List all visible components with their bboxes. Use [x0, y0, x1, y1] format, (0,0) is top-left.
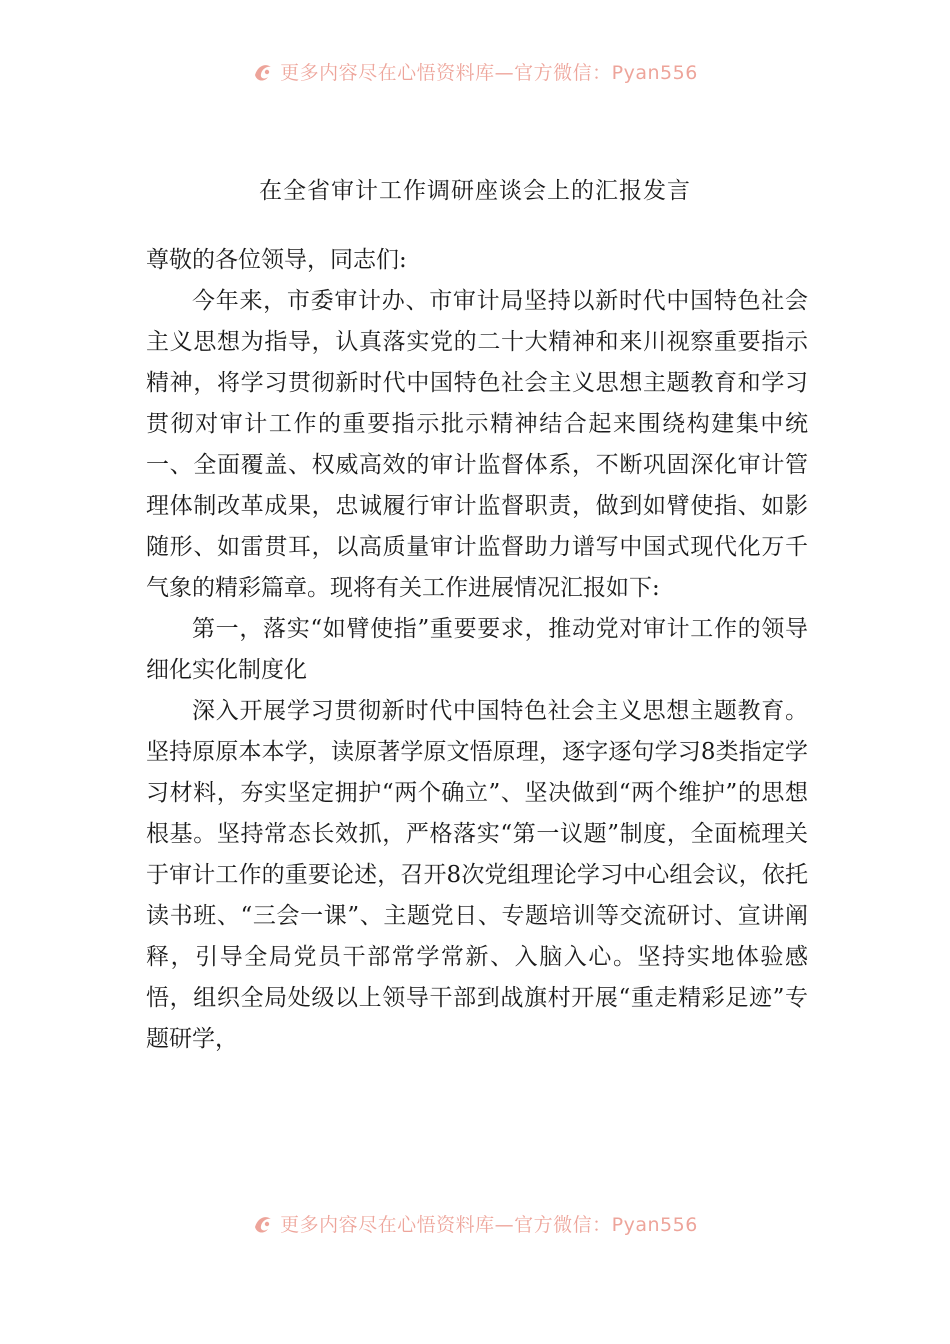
- paragraph-intro: 今年来，市委审计办、市审计局坚持以新时代中国特色社会主义思想为指导，认真落实党的二十大精神和来川视察重要指示精神，将学习贯彻新时代中国特色社会主义思想主题教育和学习贯彻对审计工作的重要指示批示精神结合起来围绕构建集中统一、全面覆盖、权威高效的审计监督体系，不断巩固深化审计管理体制改革成果，忠诚履行审计监督职责，做到如臂使指、如影随形、如雷贯耳，以高质量审计监督助力谱写中国式现代化万千气象的精彩篇章。现将有关工作进展情况汇报如下:: [146, 288, 808, 601]
- watermark-text: 更多内容尽在心悟资料库—官方微信：Pyan556: [280, 1214, 698, 1236]
- document-title: 在全省审计工作调研座谈会上的汇报发言: [259, 178, 691, 204]
- watermark-logo-icon: [252, 1213, 274, 1235]
- salutation: 尊敬的各位领导，同志们:: [146, 247, 407, 273]
- watermark-text: 更多内容尽在心悟资料库—官方微信：Pyan556: [280, 62, 698, 84]
- document-body: [146, 240, 808, 1060]
- watermark-logo-icon: [252, 61, 274, 83]
- paragraph-study: 深入开展学习贯彻新时代中国特色社会主义思想主题教育。坚持原原本本学，读原著学原文悟原理，逐字逐句学习8类指定学习材料，夯实坚定拥护“两个确立”、坚决做到“两个维护”的思想根基。坚持常态长效抓，严格落实“第一议题”制度，全面梳理关于审计工作的重要论述，召开8次党组理论学习中心组会议，依托读书班、“三会一课”、主题党日、专题培训等交流研讨、宣讲阐释，引导全局党员干部常学常新、入脑入心。坚持实地体验感悟，组织全局处级以上领导干部到战旗村开展“重走精彩足迹”专题研学，: [146, 698, 808, 1052]
- watermark-footer: [0, 1210, 950, 1237]
- section-heading-first: 第一，落实“如臂使指”重要要求，推动党对审计工作的领导细化实化制度化: [146, 616, 808, 683]
- watermark-header: [0, 58, 950, 85]
